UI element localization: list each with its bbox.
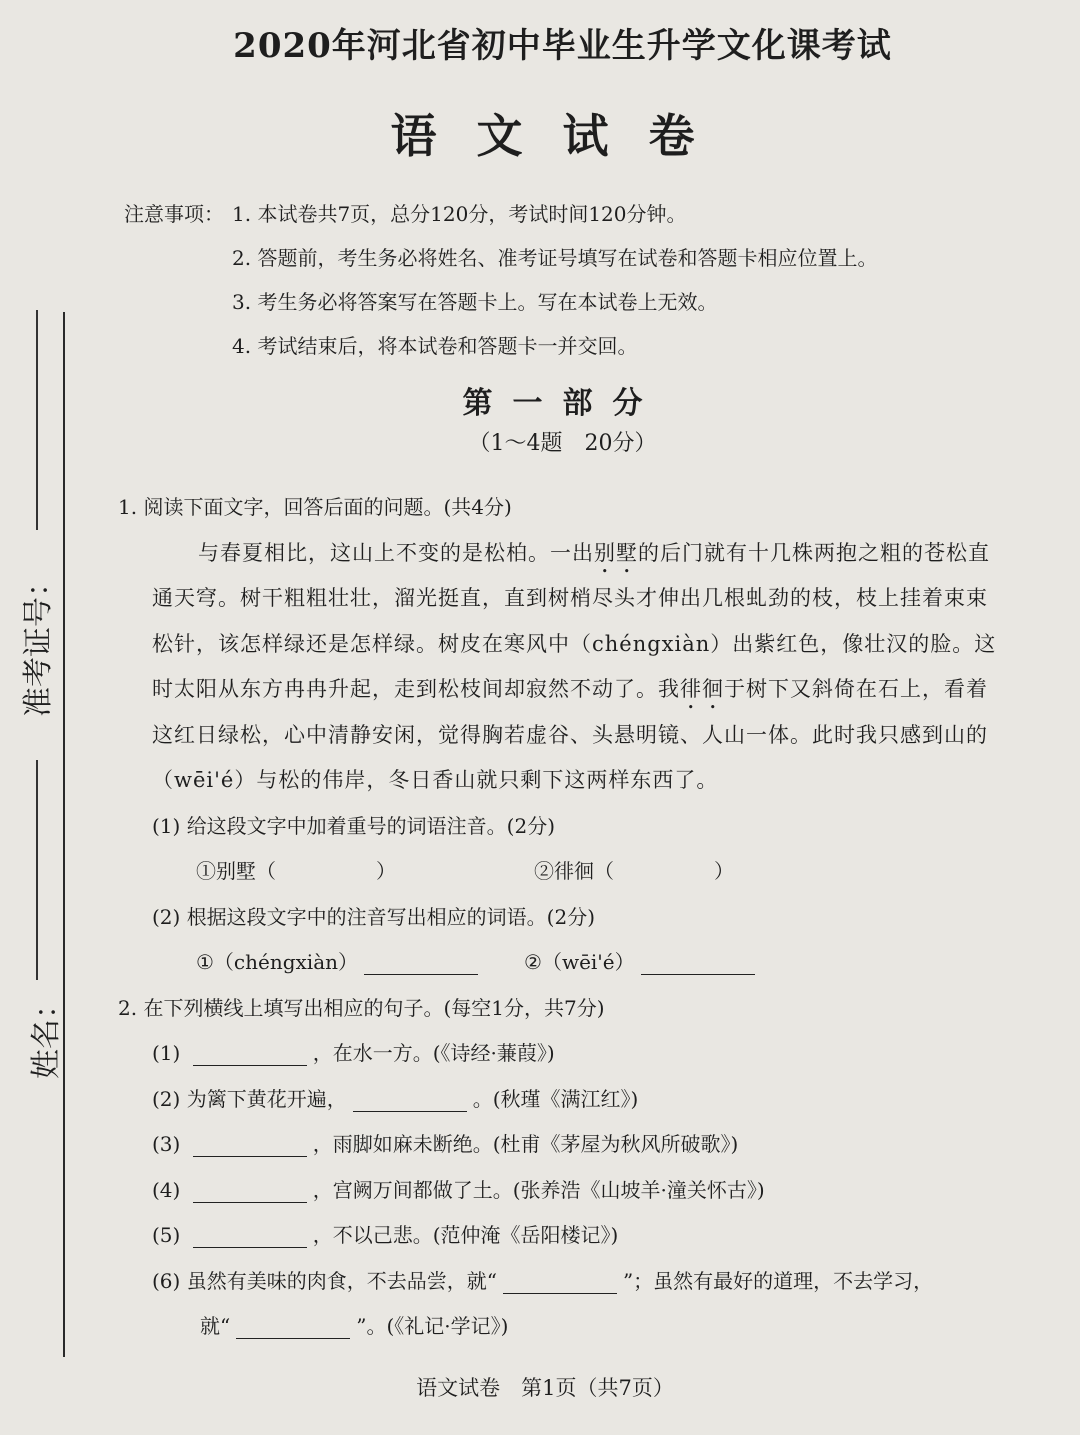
fill-item: (6) 虽然有美味的肉食，不去品尝，就“ ”；虽然有最好的道理，不去学习， [152,1268,934,1293]
fill-item: (2) 为篱下黄花开遍， 。(秋瑾《满江红》) [152,1086,639,1111]
answer-blank[interactable] [503,1271,617,1294]
answer-blank[interactable] [193,1134,307,1157]
passage-line: 这红日绿松，心中清静安闲，觉得胸若虚谷、头悬明镜、人山一体。此时我只感到山的 [152,722,988,747]
binding-margin [0,0,80,1435]
name-label: 姓名： [29,989,64,1079]
answer-blank[interactable] [364,952,478,975]
sub-question: (2) 根据这段文字中的注音写出相应的词语。(2分) [152,904,596,929]
passage-line: （wēi'é）与松的伟岸，冬日香山就只剩下这两样东西了。 [152,768,719,792]
answer-blank[interactable] [193,1180,307,1203]
page-footer: 语文试卷 第1页（共7页） [416,1376,674,1400]
emphasized-word: 徘徊 [680,677,724,701]
instructions [124,192,877,368]
question-2-stem: 2. 在下列横线上填写出相应的句子。(每空1分，共7分) [118,995,605,1020]
passage-line: 松针，该怎样绿还是怎样绿。树皮在寒风中（chéngxiàn）出紫红色，像壮汉的脸。这 [152,631,997,656]
answer-line: ①（chéngxiàn） ②（wēi'é） [118,940,1048,986]
part-title: 第一部分 [462,386,663,421]
answer-blank[interactable] [236,1316,350,1339]
answer-line: ①别墅（ ） ②徘徊（ ） [196,859,734,883]
answer-blank[interactable] [193,1225,307,1248]
question-1-stem: 1. 阅读下面文字，回答后面的问题。(共4分) [118,495,512,519]
answer-blank[interactable] [193,1043,307,1066]
exam-title: 2020年河北省初中毕业生升学文化课考试 [233,26,892,66]
fill-item: (1) ，在水一方。(《诗经·蒹葭》) [152,1041,555,1065]
answer-blank[interactable] [353,1089,467,1112]
passage-line: 时太阳从东方冉冉升起，走到松枝间却寂然不动了。我徘徊于树下又斜倚在石上，看着 [152,677,988,701]
emphasized-word: 别墅 [594,540,638,565]
candidate-number-label: 准考证号： [21,567,56,717]
instruction-item: 4. 考试结束后，将本试卷和答题卡一并交回。 [232,334,638,358]
paper-title: 语文试卷 [390,109,735,163]
passage-line: 通天穹。树干粗粗壮壮，溜光挺直，直到树梢尽头才伸出几根虬劲的枝，枝上挂着束束 [152,586,988,610]
passage-line: 与春夏相比，这山上不变的是松柏。一出别墅的后门就有十几株两抱之粗的苍松直 [198,540,990,565]
fill-item: (5) ，不以己悲。(范仲淹《岳阳楼记》) [152,1223,619,1247]
instruction-item: 1. 本试卷共7页，总分120分，考试时间120分钟。 [232,202,687,226]
questions [118,485,1048,1350]
instruction-item: 3. 考生务必将答案写在答题卡上。写在本试卷上无效。 [232,290,718,314]
answer-blank[interactable] [641,952,755,975]
sub-question: (1) 给这段文字中加着重号的词语注音。(2分) [152,813,556,838]
part-subtitle: （1～4题 20分） [468,431,657,456]
name-blank [36,760,38,980]
fill-item: (4) ，宫阙万间都做了土。(张养浩《山坡羊·潼关怀古》) [152,1177,765,1202]
binding-line [63,312,65,1357]
fill-item: (3) ，雨脚如麻未断绝。(杜甫《茅屋为秋风所破歌》) [152,1132,739,1156]
instructions-label: 注意事项： [124,202,224,226]
instruction-item: 2. 答题前，考生务必将姓名、准考证号填写在试卷和答题卡相应位置上。 [232,246,878,270]
fill-item-continued: 就“ ”。(《礼记·学记》) [200,1314,509,1338]
